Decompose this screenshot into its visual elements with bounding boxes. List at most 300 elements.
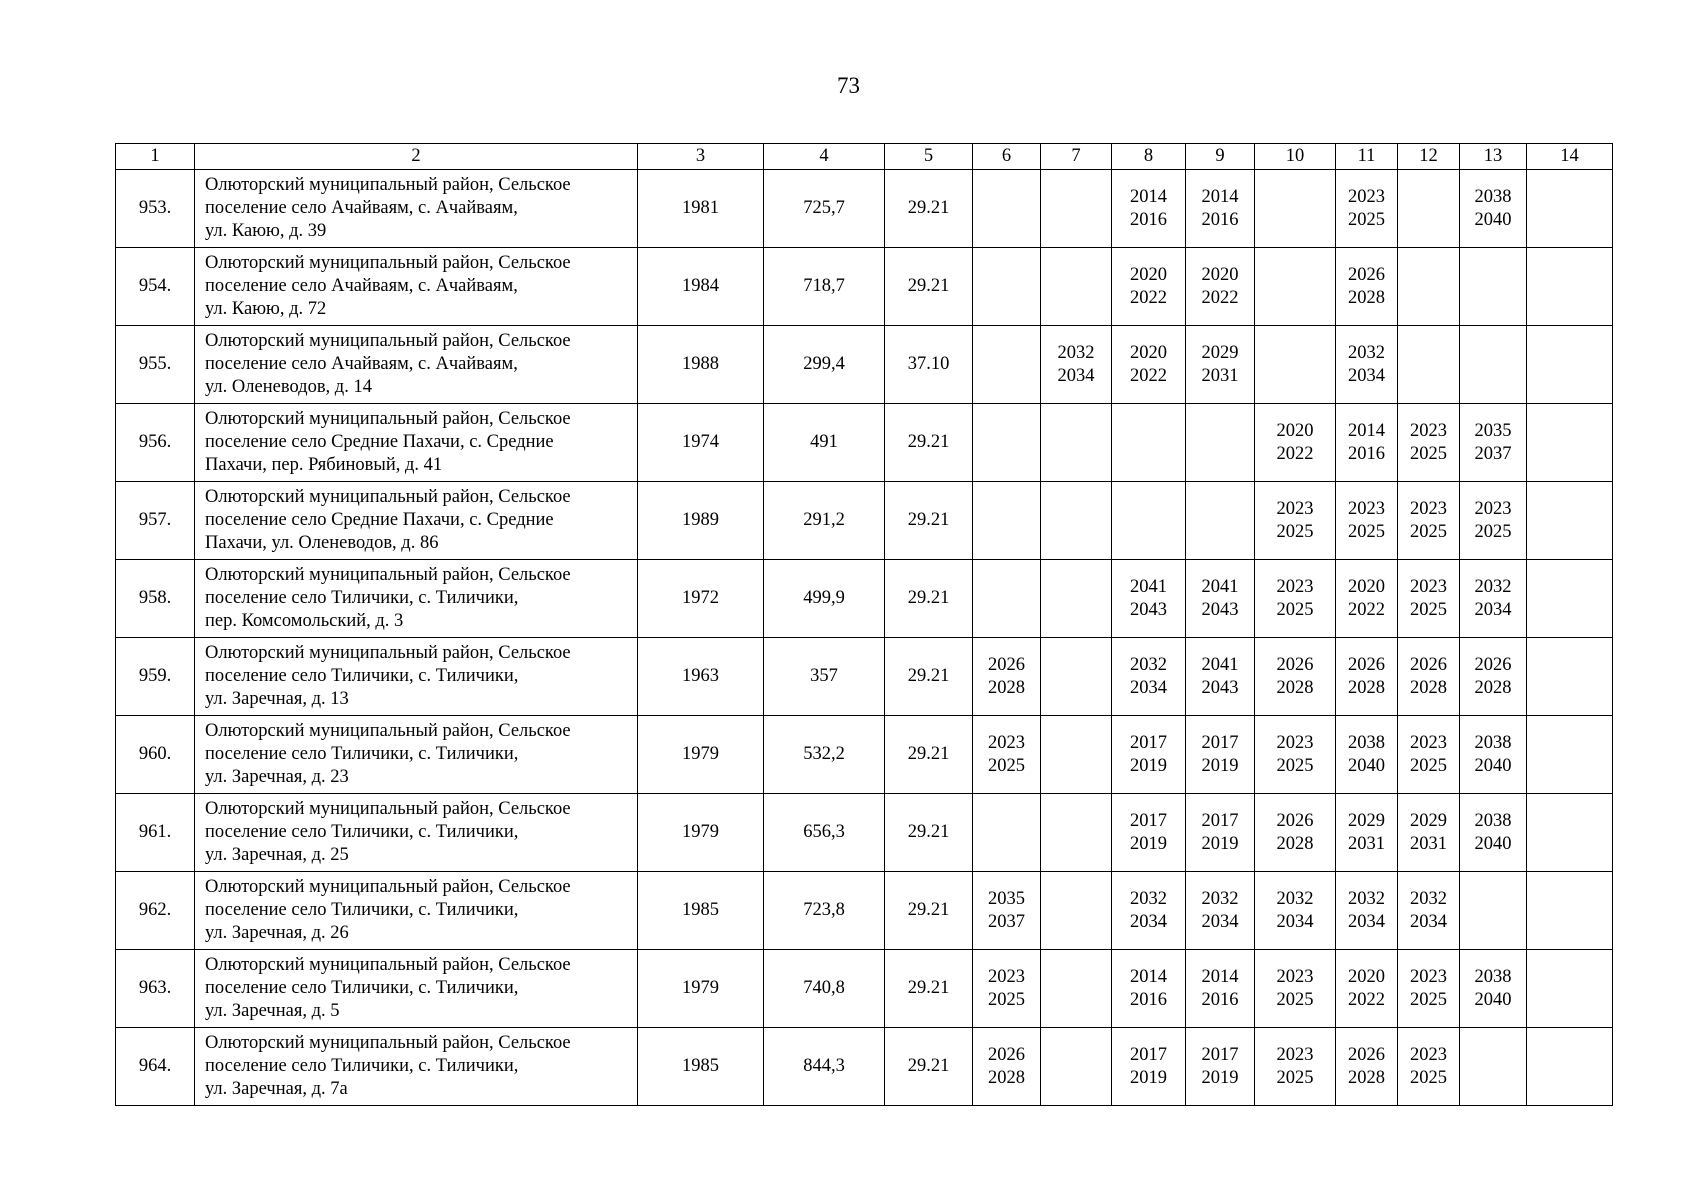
work-period-cell xyxy=(1460,560,1527,638)
period-year: 2032 xyxy=(1348,342,1385,363)
period-year: 2028 xyxy=(988,677,1025,698)
work-period-cell xyxy=(1255,950,1336,1028)
column-header: 3 xyxy=(638,144,764,170)
address-line: поселение село Тиличики, с. Тиличики, xyxy=(205,1056,519,1076)
period-year: 2040 xyxy=(1348,755,1385,776)
work-period-cell xyxy=(1336,794,1398,872)
work-period-cell xyxy=(1041,404,1112,482)
work-period-cell xyxy=(973,872,1041,950)
area-cell: 357 xyxy=(764,638,885,716)
period-year: 2020 xyxy=(1348,576,1385,597)
row-number-cell: 956. xyxy=(116,404,195,482)
period-year: 2025 xyxy=(1276,1067,1314,1088)
column-header: 10 xyxy=(1255,144,1336,170)
build-year-cell: 1985 xyxy=(638,1028,764,1106)
work-period-cell xyxy=(1112,1028,1186,1106)
work-period-cell xyxy=(1398,404,1460,482)
work-period-cell xyxy=(1336,560,1398,638)
work-period-cell xyxy=(1112,170,1186,248)
period-year: 2025 xyxy=(1348,521,1385,542)
address-line: Олюторский муниципальный район, Сельское xyxy=(205,253,571,273)
code-cell: 29.21 xyxy=(885,170,973,248)
work-period-cell xyxy=(1460,170,1527,248)
period-year: 2023 xyxy=(1410,576,1447,597)
period-year: 2025 xyxy=(1410,599,1447,620)
row-number-cell: 963. xyxy=(116,950,195,1028)
work-period-cell xyxy=(1527,560,1613,638)
work-period-cell xyxy=(1041,170,1112,248)
address-cell xyxy=(195,482,638,560)
address-cell xyxy=(195,326,638,404)
work-period-cell xyxy=(1186,248,1255,326)
work-period-cell xyxy=(1112,482,1186,560)
address-line: Олюторский муниципальный район, Сельское xyxy=(205,1033,571,1053)
code-cell: 29.21 xyxy=(885,638,973,716)
address-line: поселение село Средние Пахачи, с. Средние xyxy=(205,510,554,530)
period-year: 2032 xyxy=(1276,888,1314,909)
period-year: 2026 xyxy=(1410,654,1447,675)
period-year: 2017 xyxy=(1130,1044,1167,1065)
work-period-cell xyxy=(1112,404,1186,482)
registry-table xyxy=(115,143,1613,1106)
period-year: 2025 xyxy=(1474,521,1512,542)
address-line: Пахачи, пер. Рябиновый, д. 41 xyxy=(205,455,443,475)
table-row xyxy=(116,716,1613,794)
work-period-cell xyxy=(1336,872,1398,950)
row-number-cell: 957. xyxy=(116,482,195,560)
work-period-cell xyxy=(1398,248,1460,326)
period-year: 2028 xyxy=(1410,677,1447,698)
address-cell xyxy=(195,248,638,326)
period-year: 2040 xyxy=(1474,209,1512,230)
period-year: 2023 xyxy=(1410,420,1447,441)
period-year: 2025 xyxy=(988,989,1025,1010)
period-year: 2025 xyxy=(1410,521,1447,542)
address-line: поселение село Тиличики, с. Тиличики, xyxy=(205,822,519,842)
period-year: 2041 xyxy=(1201,654,1239,675)
period-year: 2026 xyxy=(1348,654,1385,675)
code-cell: 37.10 xyxy=(885,326,973,404)
table-row xyxy=(116,326,1613,404)
address-line: поселение село Ачайваям, с. Ачайваям, xyxy=(205,276,518,296)
period-year: 2025 xyxy=(1348,209,1385,230)
area-cell: 291,2 xyxy=(764,482,885,560)
column-header: 7 xyxy=(1041,144,1112,170)
column-header: 11 xyxy=(1336,144,1398,170)
area-cell: 499,9 xyxy=(764,560,885,638)
period-year: 2025 xyxy=(1410,443,1447,464)
work-period-cell xyxy=(1527,1028,1613,1106)
build-year-cell: 1979 xyxy=(638,950,764,1028)
column-header: 1 xyxy=(116,144,195,170)
table-row xyxy=(116,950,1613,1028)
period-year: 2043 xyxy=(1201,599,1239,620)
work-period-cell xyxy=(1336,482,1398,560)
work-period-cell xyxy=(1186,716,1255,794)
work-period-cell xyxy=(1255,482,1336,560)
address-cell xyxy=(195,560,638,638)
address-line: ул. Заречная, д. 13 xyxy=(205,689,349,709)
area-cell: 725,7 xyxy=(764,170,885,248)
address-line: поселение село Ачайваям, с. Ачайваям, xyxy=(205,198,518,218)
work-period-cell xyxy=(1336,170,1398,248)
table-row xyxy=(116,638,1613,716)
period-year: 2023 xyxy=(1276,732,1314,753)
work-period-cell xyxy=(1460,1028,1527,1106)
period-year: 2014 xyxy=(1130,966,1167,987)
work-period-cell xyxy=(1186,170,1255,248)
work-period-cell xyxy=(1398,1028,1460,1106)
work-period-cell xyxy=(1398,872,1460,950)
address-line: ул. Оленеводов, д. 14 xyxy=(205,377,372,397)
work-period-cell xyxy=(1398,560,1460,638)
work-period-cell xyxy=(973,638,1041,716)
work-period-cell xyxy=(973,404,1041,482)
period-year: 2014 xyxy=(1201,966,1239,987)
work-period-cell xyxy=(1112,638,1186,716)
period-year: 2014 xyxy=(1348,420,1385,441)
column-header: 13 xyxy=(1460,144,1527,170)
work-period-cell xyxy=(973,1028,1041,1106)
period-year: 2037 xyxy=(1474,443,1512,464)
table-row xyxy=(116,560,1613,638)
build-year-cell: 1979 xyxy=(638,716,764,794)
period-year: 2023 xyxy=(1410,498,1447,519)
period-year: 2038 xyxy=(1474,810,1512,831)
work-period-cell xyxy=(1186,1028,1255,1106)
address-cell xyxy=(195,716,638,794)
period-year: 2025 xyxy=(1410,989,1447,1010)
work-period-cell xyxy=(1398,716,1460,794)
period-year: 2043 xyxy=(1201,677,1239,698)
work-period-cell xyxy=(1336,248,1398,326)
address-line: пер. Комсомольский, д. 3 xyxy=(205,611,404,631)
period-year: 2022 xyxy=(1348,599,1385,620)
work-period-cell xyxy=(1527,170,1613,248)
work-period-cell xyxy=(1460,716,1527,794)
period-year: 2034 xyxy=(1130,911,1167,932)
period-year: 2016 xyxy=(1348,443,1385,464)
period-year: 2034 xyxy=(1130,677,1167,698)
work-period-cell xyxy=(1398,482,1460,560)
period-year: 2028 xyxy=(1348,1067,1385,1088)
address-cell xyxy=(195,872,638,950)
work-period-cell xyxy=(1398,326,1460,404)
period-year: 2017 xyxy=(1201,810,1239,831)
period-year: 2034 xyxy=(1348,365,1385,386)
period-year: 2028 xyxy=(1276,833,1314,854)
code-cell: 29.21 xyxy=(885,248,973,326)
work-period-cell xyxy=(1460,482,1527,560)
period-year: 2035 xyxy=(988,888,1025,909)
build-year-cell: 1984 xyxy=(638,248,764,326)
address-line: поселение село Тиличики, с. Тиличики, xyxy=(205,900,519,920)
work-period-cell xyxy=(1527,794,1613,872)
period-year: 2025 xyxy=(1276,599,1314,620)
area-cell: 844,3 xyxy=(764,1028,885,1106)
work-period-cell xyxy=(1255,794,1336,872)
table-row xyxy=(116,1028,1613,1106)
work-period-cell xyxy=(1460,872,1527,950)
build-year-cell: 1963 xyxy=(638,638,764,716)
period-year: 2025 xyxy=(1276,521,1314,542)
row-number-cell: 958. xyxy=(116,560,195,638)
table-row xyxy=(116,794,1613,872)
area-cell: 491 xyxy=(764,404,885,482)
period-year: 2026 xyxy=(988,1044,1025,1065)
build-year-cell: 1989 xyxy=(638,482,764,560)
row-number-cell: 964. xyxy=(116,1028,195,1106)
address-cell xyxy=(195,794,638,872)
period-year: 2034 xyxy=(1276,911,1314,932)
period-year: 2026 xyxy=(1474,654,1512,675)
period-year: 2023 xyxy=(1410,966,1447,987)
work-period-cell xyxy=(1527,638,1613,716)
area-cell: 656,3 xyxy=(764,794,885,872)
period-year: 2037 xyxy=(988,911,1025,932)
period-year: 2014 xyxy=(1201,186,1239,207)
period-year: 2019 xyxy=(1130,833,1167,854)
row-number-cell: 953. xyxy=(116,170,195,248)
address-line: поселение село Тиличики, с. Тиличики, xyxy=(205,978,519,998)
work-period-cell xyxy=(1255,872,1336,950)
period-year: 2023 xyxy=(1276,1044,1314,1065)
period-year: 2025 xyxy=(1410,1067,1447,1088)
period-year: 2020 xyxy=(1201,264,1239,285)
period-year: 2035 xyxy=(1474,420,1512,441)
period-year: 2026 xyxy=(988,654,1025,675)
address-line: Олюторский муниципальный район, Сельское xyxy=(205,955,571,975)
work-period-cell xyxy=(1186,794,1255,872)
address-line: ул. Заречная, д. 7а xyxy=(205,1079,348,1099)
work-period-cell xyxy=(1255,638,1336,716)
work-period-cell xyxy=(1041,638,1112,716)
work-period-cell xyxy=(1112,248,1186,326)
row-number-cell: 962. xyxy=(116,872,195,950)
period-year: 2040 xyxy=(1474,755,1512,776)
address-line: Олюторский муниципальный район, Сельское xyxy=(205,565,571,585)
period-year: 2022 xyxy=(1130,287,1167,308)
address-line: поселение село Тиличики, с. Тиличики, xyxy=(205,744,519,764)
period-year: 2016 xyxy=(1201,989,1239,1010)
build-year-cell: 1985 xyxy=(638,872,764,950)
table-row xyxy=(116,482,1613,560)
period-year: 2017 xyxy=(1130,732,1167,753)
address-cell xyxy=(195,1028,638,1106)
work-period-cell xyxy=(1398,950,1460,1028)
work-period-cell xyxy=(1336,638,1398,716)
period-year: 2028 xyxy=(1348,677,1385,698)
work-period-cell xyxy=(1255,560,1336,638)
period-year: 2020 xyxy=(1130,264,1167,285)
period-year: 2017 xyxy=(1201,732,1239,753)
work-period-cell xyxy=(973,794,1041,872)
period-year: 2029 xyxy=(1410,810,1447,831)
period-year: 2025 xyxy=(1410,755,1447,776)
work-period-cell xyxy=(1186,560,1255,638)
work-period-cell xyxy=(1460,638,1527,716)
period-year: 2038 xyxy=(1474,186,1512,207)
period-year: 2023 xyxy=(1276,576,1314,597)
work-period-cell xyxy=(1255,248,1336,326)
work-period-cell xyxy=(1336,1028,1398,1106)
address-line: Олюторский муниципальный район, Сельское xyxy=(205,487,571,507)
table-row xyxy=(116,170,1613,248)
address-line: поселение село Тиличики, с. Тиличики, xyxy=(205,666,519,686)
period-year: 2032 xyxy=(1410,888,1447,909)
address-line: Пахачи, ул. Оленеводов, д. 86 xyxy=(205,533,439,553)
period-year: 2029 xyxy=(1348,810,1385,831)
period-year: 2031 xyxy=(1410,833,1447,854)
period-year: 2019 xyxy=(1201,833,1239,854)
area-cell: 532,2 xyxy=(764,716,885,794)
work-period-cell xyxy=(973,248,1041,326)
period-year: 2023 xyxy=(1474,498,1512,519)
period-year: 2017 xyxy=(1130,810,1167,831)
period-year: 2028 xyxy=(1276,677,1314,698)
period-year: 2020 xyxy=(1130,342,1167,363)
address-line: Олюторский муниципальный район, Сельское xyxy=(205,409,571,429)
period-year: 2028 xyxy=(1474,677,1512,698)
code-cell: 29.21 xyxy=(885,404,973,482)
work-period-cell xyxy=(1041,872,1112,950)
work-period-cell xyxy=(1041,248,1112,326)
work-period-cell xyxy=(1336,404,1398,482)
work-period-cell xyxy=(973,560,1041,638)
work-period-cell xyxy=(973,716,1041,794)
work-period-cell xyxy=(1255,170,1336,248)
work-period-cell xyxy=(1186,326,1255,404)
work-period-cell xyxy=(1398,638,1460,716)
work-period-cell xyxy=(1112,950,1186,1028)
period-year: 2019 xyxy=(1201,755,1239,776)
period-year: 2040 xyxy=(1474,833,1512,854)
column-header: 12 xyxy=(1398,144,1460,170)
code-cell: 29.21 xyxy=(885,560,973,638)
work-period-cell xyxy=(1186,638,1255,716)
work-period-cell xyxy=(1041,326,1112,404)
period-year: 2025 xyxy=(1276,989,1314,1010)
address-line: Олюторский муниципальный район, Сельское xyxy=(205,643,571,663)
column-header: 8 xyxy=(1112,144,1186,170)
period-year: 2022 xyxy=(1130,365,1167,386)
period-year: 2043 xyxy=(1130,599,1167,620)
build-year-cell: 1974 xyxy=(638,404,764,482)
period-year: 2034 xyxy=(1474,599,1512,620)
period-year: 2026 xyxy=(1276,654,1314,675)
period-year: 2026 xyxy=(1276,810,1314,831)
period-year: 2022 xyxy=(1276,443,1314,464)
work-period-cell xyxy=(1041,950,1112,1028)
work-period-cell xyxy=(1255,1028,1336,1106)
period-year: 2028 xyxy=(988,1067,1025,1088)
work-period-cell xyxy=(1527,404,1613,482)
column-header: 6 xyxy=(973,144,1041,170)
column-header: 2 xyxy=(195,144,638,170)
period-year: 2034 xyxy=(1201,911,1239,932)
work-period-cell xyxy=(1336,950,1398,1028)
period-year: 2026 xyxy=(1348,1044,1385,1065)
row-number-cell: 961. xyxy=(116,794,195,872)
code-cell: 29.21 xyxy=(885,482,973,560)
period-year: 2032 xyxy=(1130,888,1167,909)
area-cell: 718,7 xyxy=(764,248,885,326)
work-period-cell xyxy=(1460,404,1527,482)
address-line: Олюторский муниципальный район, Сельское xyxy=(205,175,571,195)
work-period-cell xyxy=(1460,794,1527,872)
address-line: ул. Заречная, д. 25 xyxy=(205,845,349,865)
period-year: 2023 xyxy=(988,966,1025,987)
period-year: 2022 xyxy=(1348,989,1385,1010)
work-period-cell xyxy=(1041,716,1112,794)
period-year: 2034 xyxy=(1348,911,1385,932)
row-number-cell: 955. xyxy=(116,326,195,404)
period-year: 2019 xyxy=(1201,1067,1239,1088)
area-cell: 740,8 xyxy=(764,950,885,1028)
period-year: 2032 xyxy=(1474,576,1512,597)
address-line: Олюторский муниципальный район, Сельское xyxy=(205,799,571,819)
address-line: ул. Каюю, д. 72 xyxy=(205,299,327,319)
row-number-cell: 959. xyxy=(116,638,195,716)
address-cell xyxy=(195,950,638,1028)
column-header: 9 xyxy=(1186,144,1255,170)
build-year-cell: 1988 xyxy=(638,326,764,404)
header-row xyxy=(116,144,1613,170)
code-cell: 29.21 xyxy=(885,794,973,872)
period-year: 2038 xyxy=(1474,966,1512,987)
work-period-cell xyxy=(1460,326,1527,404)
build-year-cell: 1981 xyxy=(638,170,764,248)
period-year: 2034 xyxy=(1057,365,1095,386)
build-year-cell: 1979 xyxy=(638,794,764,872)
period-year: 2014 xyxy=(1130,186,1167,207)
work-period-cell xyxy=(1186,404,1255,482)
work-period-cell xyxy=(1041,794,1112,872)
area-cell: 299,4 xyxy=(764,326,885,404)
work-period-cell xyxy=(1255,716,1336,794)
row-number-cell: 954. xyxy=(116,248,195,326)
period-year: 2041 xyxy=(1201,576,1239,597)
work-period-cell xyxy=(1527,716,1613,794)
period-year: 2026 xyxy=(1348,264,1385,285)
work-period-cell xyxy=(973,326,1041,404)
address-line: ул. Заречная, д. 23 xyxy=(205,767,349,787)
address-line: поселение село Средние Пахачи, с. Средние xyxy=(205,432,554,452)
build-year-cell: 1972 xyxy=(638,560,764,638)
address-cell xyxy=(195,638,638,716)
work-period-cell xyxy=(1336,716,1398,794)
address-cell xyxy=(195,404,638,482)
period-year: 2016 xyxy=(1130,209,1167,230)
period-year: 2019 xyxy=(1130,1067,1167,1088)
address-line: ул. Заречная, д. 26 xyxy=(205,923,349,943)
work-period-cell xyxy=(1112,716,1186,794)
period-year: 2034 xyxy=(1410,911,1447,932)
period-year: 2032 xyxy=(1057,342,1095,363)
column-header: 5 xyxy=(885,144,973,170)
period-year: 2023 xyxy=(1348,498,1385,519)
period-year: 2023 xyxy=(1410,1044,1447,1065)
period-year: 2017 xyxy=(1201,1044,1239,1065)
period-year: 2016 xyxy=(1130,989,1167,1010)
address-line: поселение село Тиличики, с. Тиличики, xyxy=(205,588,519,608)
address-line: Олюторский муниципальный район, Сельское xyxy=(205,877,571,897)
work-period-cell xyxy=(1041,482,1112,560)
period-year: 2020 xyxy=(1348,966,1385,987)
period-year: 2023 xyxy=(1276,498,1314,519)
column-header: 14 xyxy=(1527,144,1613,170)
table-row xyxy=(116,404,1613,482)
